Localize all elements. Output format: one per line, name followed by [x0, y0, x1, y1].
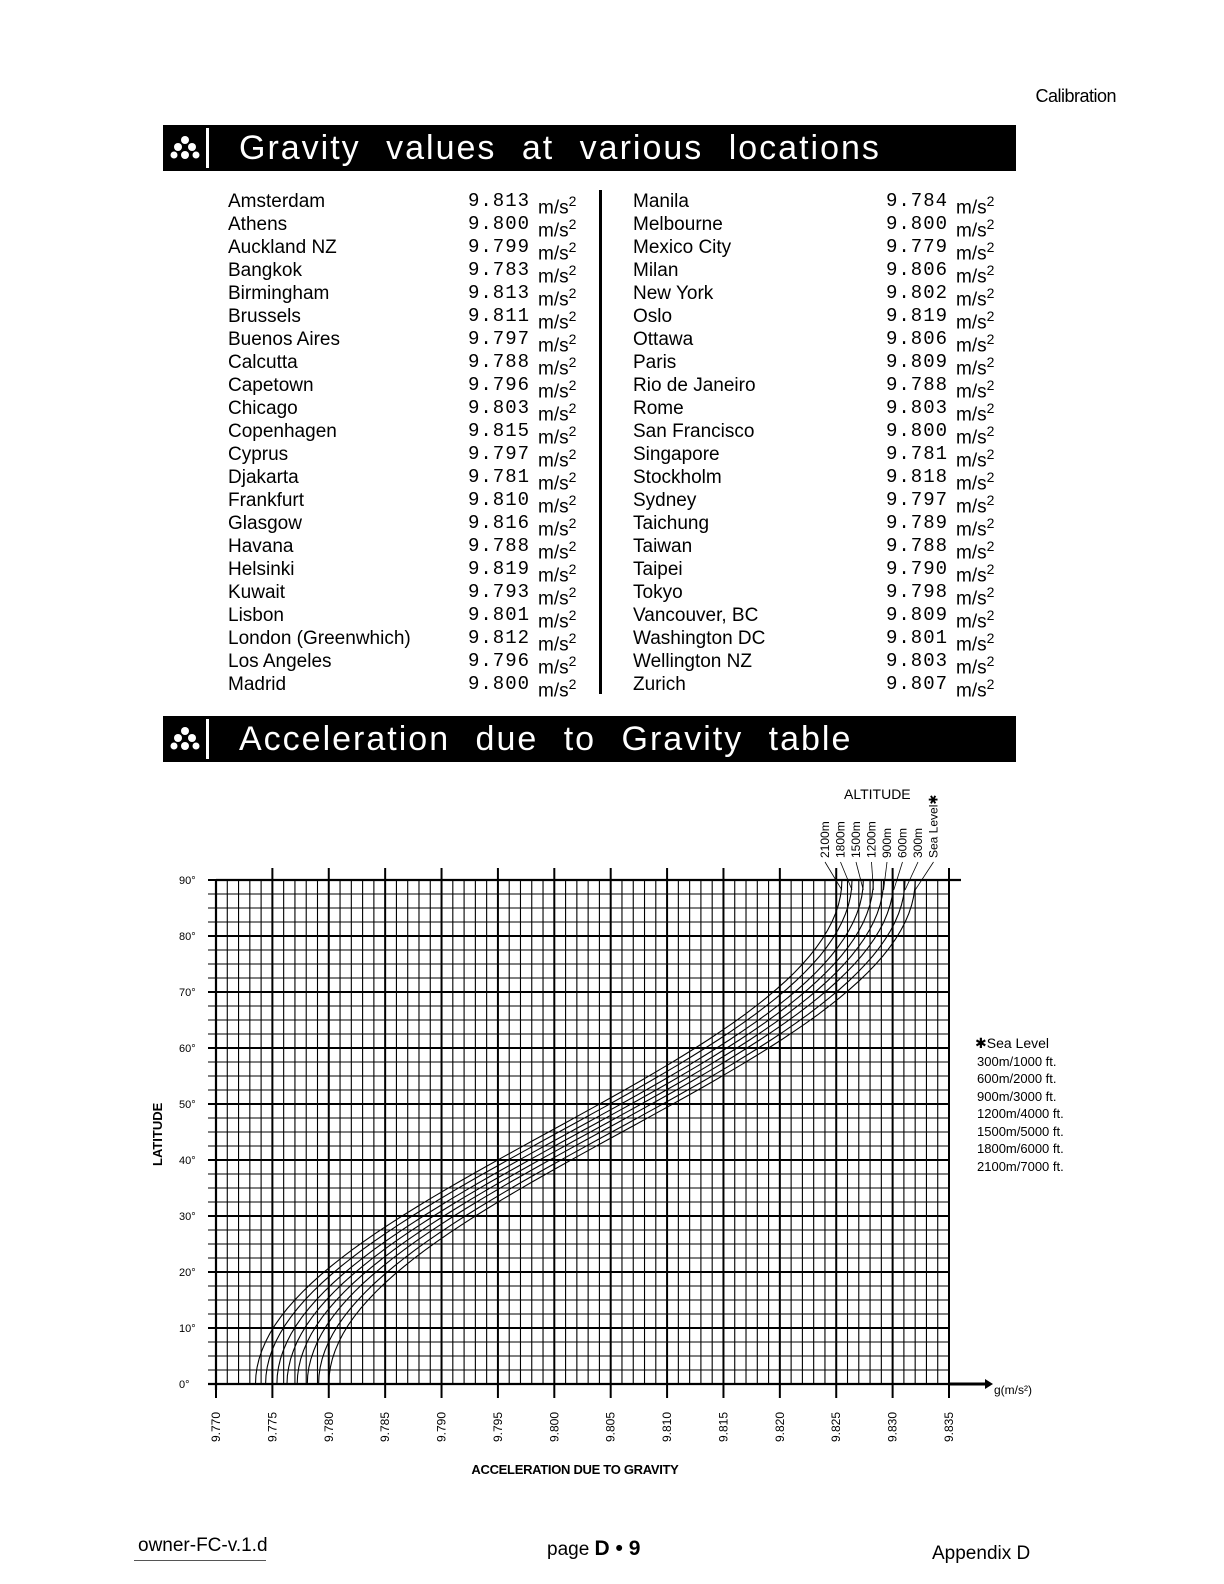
city-name: Manila — [633, 191, 689, 212]
unit-power: 2 — [986, 262, 995, 278]
unit-text: m/s — [956, 611, 987, 633]
unit-text: m/s — [538, 358, 569, 380]
unit-text: m/s — [956, 312, 987, 334]
altitude-label: 1500m — [849, 821, 863, 858]
x-tick-label: 9.820 — [772, 1411, 787, 1442]
x-tick-label: 9.800 — [547, 1411, 562, 1442]
unit-text: m/s — [956, 427, 987, 449]
unit-power: 2 — [986, 561, 995, 577]
y-axis-label: LATITUDE — [150, 1102, 165, 1166]
unit-power: 2 — [568, 538, 577, 554]
city-name: Djakarta — [228, 467, 299, 488]
x-axis-unit: g(m/s²) — [994, 1383, 1032, 1397]
city-name: Tokyo — [633, 582, 683, 603]
unit-text: m/s — [956, 634, 987, 656]
altitude-label: Sea Level✱ — [926, 794, 941, 858]
y-tick-label: 20° — [179, 1267, 196, 1279]
gravity-value: 9.801 — [886, 627, 949, 649]
city-name: San Francisco — [633, 421, 755, 442]
unit-text: m/s — [538, 220, 569, 242]
unit-text: m/s — [956, 289, 987, 311]
altitude-legend — [975, 1035, 1064, 1175]
city-name: Madrid — [228, 674, 287, 695]
altitude-leader-line — [856, 862, 863, 890]
x-tick-label: 9.825 — [829, 1411, 844, 1442]
gravity-value: 9.793 — [468, 581, 531, 603]
altitude-label: 1200m — [864, 821, 879, 858]
altitude-leader-line — [884, 862, 887, 890]
city-name: Melbourne — [633, 214, 723, 235]
unit-power: 2 — [568, 446, 577, 462]
city-name: Taipei — [633, 559, 683, 580]
city-name: Calcutta — [228, 352, 298, 373]
city-name: Stockholm — [633, 467, 722, 488]
gravity-value: 9.781 — [886, 443, 949, 465]
gravity-value: 9.806 — [886, 259, 949, 281]
x-tick-label: 9.815 — [716, 1411, 731, 1442]
footer-underline — [134, 1560, 266, 1561]
city-name: Havana — [228, 536, 294, 557]
unit-power: 2 — [986, 492, 995, 508]
city-name: Athens — [228, 214, 288, 235]
unit-power: 2 — [986, 538, 995, 554]
unit-text: m/s — [956, 496, 987, 518]
altitude-leader-line — [894, 862, 903, 890]
gravity-value: 9.800 — [468, 213, 531, 235]
y-tick-label: 50° — [179, 1099, 196, 1111]
unit-text: m/s — [538, 542, 569, 564]
unit-text: m/s — [538, 404, 569, 426]
altitude-label: 2100m — [818, 821, 832, 858]
x-axis-arrow-icon — [985, 1379, 993, 1389]
altitude-label: 1800m — [833, 821, 848, 858]
city-name: Taichung — [633, 513, 710, 534]
footer-page — [547, 1537, 640, 1561]
unit-power: 2 — [568, 584, 577, 600]
gravity-value: 9.797 — [468, 443, 531, 465]
unit-text: m/s — [956, 220, 987, 242]
city-name: Birmingham — [228, 283, 330, 304]
city-name: Mexico City — [633, 237, 732, 258]
unit-text: m/s — [956, 680, 987, 702]
city-name: Brussels — [228, 306, 301, 327]
unit-power: 2 — [568, 354, 577, 370]
city-name: Zurich — [633, 674, 686, 695]
footer-appendix: Appendix D — [932, 1543, 1031, 1564]
gravity-value: 9.784 — [886, 190, 949, 212]
gravity-value: 9.788 — [468, 351, 531, 373]
gravity-value: 9.802 — [886, 282, 949, 304]
city-name: Lisbon — [228, 605, 284, 626]
legend-entry: 1800m/6000 ft. — [977, 1141, 1064, 1156]
unit-text: m/s — [956, 335, 987, 357]
gravity-value: 9.810 — [468, 489, 531, 511]
unit-power: 2 — [568, 630, 577, 646]
city-name: Singapore — [633, 444, 720, 465]
gravity-value: 9.788 — [886, 535, 949, 557]
unit-power: 2 — [568, 331, 577, 347]
gravity-value: 9.790 — [886, 558, 949, 580]
gravity-value: 9.809 — [886, 604, 949, 626]
x-tick-label: 9.830 — [885, 1411, 900, 1442]
unit-text: m/s — [956, 358, 987, 380]
city-name: Los Angeles — [228, 651, 332, 672]
gravity-value: 9.816 — [468, 512, 531, 534]
gravity-value: 9.797 — [468, 328, 531, 350]
y-tick-label: 40° — [179, 1155, 196, 1167]
x-tick-label: 9.795 — [490, 1411, 505, 1442]
unit-power: 2 — [986, 423, 995, 439]
unit-power: 2 — [568, 515, 577, 531]
unit-text: m/s — [956, 381, 987, 403]
gravity-value: 9.800 — [886, 213, 949, 235]
unit-text: m/s — [538, 657, 569, 679]
gravity-value: 9.783 — [468, 259, 531, 281]
city-name: Copenhagen — [228, 421, 337, 442]
footer-doc-id: owner-FC-v.1.d — [138, 1535, 268, 1556]
altitude-leader-line — [841, 862, 853, 890]
unit-text: m/s — [956, 266, 987, 288]
unit-power: 2 — [568, 239, 577, 255]
unit-power: 2 — [986, 377, 995, 393]
gravity-value: 9.819 — [468, 558, 531, 580]
unit-text: m/s — [538, 588, 569, 610]
unit-text: m/s — [956, 588, 987, 610]
x-tick-label: 9.785 — [378, 1411, 393, 1442]
gravity-value: 9.819 — [886, 305, 949, 327]
unit-power: 2 — [568, 492, 577, 508]
city-name: Vancouver, BC — [633, 605, 759, 626]
unit-power: 2 — [568, 400, 577, 416]
x-tick-label: 9.775 — [265, 1411, 280, 1442]
unit-power: 2 — [986, 354, 995, 370]
unit-text: m/s — [956, 519, 987, 541]
x-tick-label: 9.780 — [321, 1411, 336, 1442]
unit-power: 2 — [986, 515, 995, 531]
legend-entry: 2100m/7000 ft. — [977, 1158, 1064, 1174]
unit-text: m/s — [956, 197, 987, 219]
y-tick-label: 0° — [179, 1379, 190, 1391]
unit-power: 2 — [568, 653, 577, 669]
unit-text: m/s — [538, 381, 569, 403]
legend-entry: 1200m/4000 ft. — [977, 1106, 1064, 1121]
unit-power: 2 — [986, 285, 995, 301]
city-name: Taiwan — [633, 536, 693, 557]
unit-text: m/s — [538, 496, 569, 518]
gravity-value: 9.803 — [886, 397, 949, 419]
altitude-label: 900m — [880, 827, 894, 858]
unit-text: m/s — [956, 243, 987, 265]
unit-text: m/s — [538, 427, 569, 449]
x-tick-label: 9.805 — [603, 1411, 618, 1442]
city-name: Cyprus — [228, 444, 289, 465]
gravity-value: 9.788 — [468, 535, 531, 557]
gravity-value: 9.799 — [468, 236, 531, 258]
gravity-value: 9.818 — [886, 466, 949, 488]
city-name: London (Greenwhich) — [228, 628, 411, 649]
unit-text: m/s — [538, 335, 569, 357]
city-name: Milan — [633, 260, 679, 281]
city-name: Frankfurt — [228, 490, 305, 511]
unit-text: m/s — [538, 312, 569, 334]
altitude-label: 600m — [895, 827, 910, 858]
x-tick-label: 9.790 — [434, 1411, 449, 1442]
gravity-value: 9.801 — [468, 604, 531, 626]
unit-power: 2 — [986, 653, 995, 669]
gravity-value: 9.806 — [886, 328, 949, 350]
gravity-value: 9.815 — [468, 420, 531, 442]
city-name: Kuwait — [228, 582, 286, 603]
altitude-leader-line — [825, 862, 842, 890]
x-tick-label: 9.770 — [209, 1411, 223, 1442]
unit-text: m/s — [538, 519, 569, 541]
city-name: Ottawa — [633, 329, 694, 350]
city-name: Washington DC — [633, 628, 766, 649]
unit-text: m/s — [956, 657, 987, 679]
city-name: Rio de Janeiro — [633, 375, 756, 396]
gravity-value: 9.781 — [468, 466, 531, 488]
gravity-value: 9.788 — [886, 374, 949, 396]
unit-text: m/s — [538, 450, 569, 472]
unit-power: 2 — [568, 216, 577, 232]
gravity-value: 9.811 — [468, 305, 531, 327]
unit-text: m/s — [956, 542, 987, 564]
unit-power: 2 — [986, 446, 995, 462]
unit-power: 2 — [986, 676, 995, 692]
gravity-value: 9.813 — [468, 282, 531, 304]
unit-text: m/s — [538, 289, 569, 311]
unit-power: 2 — [986, 193, 995, 209]
unit-text: m/s — [956, 450, 987, 472]
unit-text: m/s — [538, 243, 569, 265]
unit-text: m/s — [538, 611, 569, 633]
gravity-value: 9.800 — [468, 673, 531, 695]
unit-power: 2 — [986, 308, 995, 324]
unit-power: 2 — [986, 630, 995, 646]
unit-text: m/s — [538, 197, 569, 219]
city-name: Helsinki — [228, 559, 295, 580]
city-name: Amsterdam — [228, 191, 326, 212]
y-tick-label: 80° — [179, 931, 196, 943]
footer-page-number: D • 9 — [594, 1537, 641, 1560]
gravity-value: 9.807 — [886, 673, 949, 695]
unit-power: 2 — [568, 469, 577, 485]
y-tick-label: 30° — [179, 1211, 196, 1223]
unit-power: 2 — [568, 561, 577, 577]
unit-text: m/s — [956, 404, 987, 426]
unit-power: 2 — [986, 584, 995, 600]
legend-entry: 1500m/5000 ft. — [977, 1123, 1064, 1139]
unit-power: 2 — [986, 607, 995, 623]
footer-page-prefix: page — [547, 1539, 595, 1560]
unit-text: m/s — [538, 266, 569, 288]
unit-power: 2 — [568, 423, 577, 439]
unit-text: m/s — [956, 565, 987, 587]
unit-text: m/s — [538, 634, 569, 656]
x-axis-label: ACCELERATION DUE TO GRAVITY — [471, 1462, 679, 1477]
city-name: Paris — [633, 352, 677, 373]
unit-power: 2 — [568, 262, 577, 278]
unit-power: 2 — [568, 308, 577, 324]
unit-power: 2 — [986, 239, 995, 255]
y-tick-label: 70° — [179, 987, 196, 999]
gravity-value: 9.803 — [468, 397, 531, 419]
city-name: Oslo — [633, 306, 673, 327]
gravity-value: 9.813 — [468, 190, 531, 212]
unit-power: 2 — [986, 469, 995, 485]
gravity-value: 9.800 — [886, 420, 949, 442]
altitude-label: 300m — [911, 827, 925, 858]
legend-entry: 300m/1000 ft. — [977, 1053, 1057, 1069]
gravity-value: 9.796 — [468, 374, 531, 396]
city-name: Glasgow — [228, 513, 302, 534]
gravity-value: 9.798 — [886, 581, 949, 603]
unit-power: 2 — [986, 331, 995, 347]
city-name: Auckland NZ — [228, 237, 337, 258]
unit-text: m/s — [956, 473, 987, 495]
x-tick-label: 9.835 — [942, 1411, 956, 1442]
y-tick-label: 10° — [179, 1323, 196, 1335]
city-name: Rome — [633, 398, 684, 419]
unit-text: m/s — [538, 680, 569, 702]
unit-power: 2 — [986, 216, 995, 232]
city-name: Capetown — [228, 375, 314, 396]
gravity-value: 9.796 — [468, 650, 531, 672]
unit-power: 2 — [568, 607, 577, 623]
gravity-value: 9.779 — [886, 236, 949, 258]
gravity-value: 9.809 — [886, 351, 949, 373]
city-name: New York — [633, 283, 714, 304]
altitude-leader-line — [915, 862, 933, 890]
gravity-value: 9.812 — [468, 627, 531, 649]
unit-power: 2 — [568, 285, 577, 301]
banner-title: Acceleration due to Gravity table — [239, 719, 853, 758]
section-header: Calibration — [1035, 86, 1116, 106]
legend-entry: 600m/2000 ft. — [977, 1071, 1057, 1086]
banner-title: Gravity values at various locations — [239, 128, 881, 167]
unit-power: 2 — [568, 676, 577, 692]
gravity-value: 9.789 — [886, 512, 949, 534]
city-name: Wellington NZ — [633, 651, 752, 672]
unit-power: 2 — [986, 400, 995, 416]
city-name: Buenos Aires — [228, 329, 340, 350]
y-tick-label: 60° — [179, 1043, 196, 1055]
legend-entry: ✱Sea Level — [975, 1035, 1049, 1051]
unit-text: m/s — [538, 473, 569, 495]
altitude-leader-line — [905, 862, 918, 890]
gravity-value: 9.803 — [886, 650, 949, 672]
gravity-value: 9.797 — [886, 489, 949, 511]
unit-power: 2 — [568, 193, 577, 209]
legend-entry: 900m/3000 ft. — [977, 1088, 1057, 1104]
x-tick-label: 9.810 — [660, 1411, 675, 1442]
city-name: Sydney — [633, 490, 697, 511]
city-name: Chicago — [228, 398, 298, 419]
city-name: Bangkok — [228, 260, 302, 281]
altitude-title: ALTITUDE — [844, 786, 911, 802]
unit-power: 2 — [568, 377, 577, 393]
unit-text: m/s — [538, 565, 569, 587]
y-tick-label: 90° — [179, 875, 196, 887]
